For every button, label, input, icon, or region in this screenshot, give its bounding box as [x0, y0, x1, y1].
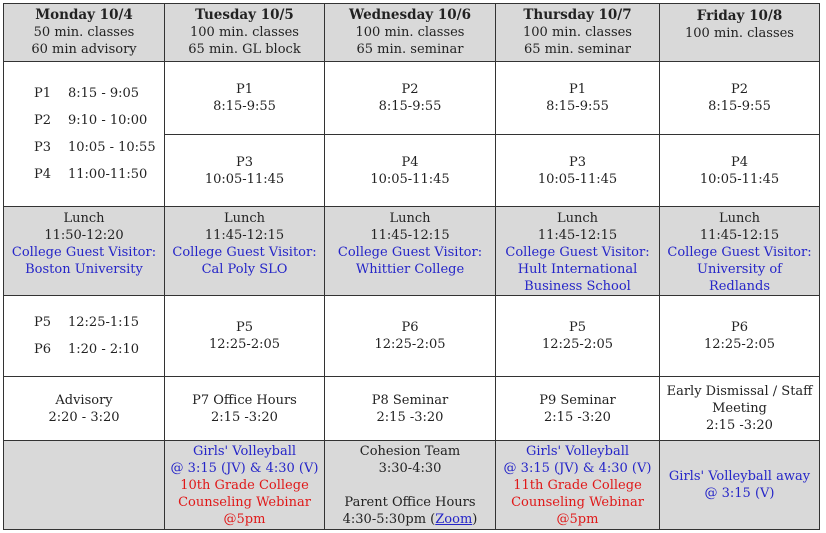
period-time: 8:15-9:55 [546, 99, 609, 114]
seminar-cell [325, 377, 496, 441]
guest-visitor-label: College Guest Visitor: [11, 245, 157, 260]
period-cell [496, 62, 660, 135]
period-name: P3 [34, 140, 52, 155]
guest-visitor-name: Cal Poly SLO [201, 262, 288, 277]
period-time: 10:05-11:45 [699, 171, 780, 187]
period-name: P5 [568, 320, 587, 335]
period-time: 10:05-11:45 [370, 171, 450, 187]
guest-visitor-name: Boston University [25, 262, 143, 277]
wednesday-events-cell [325, 441, 496, 530]
period-cell [165, 296, 325, 377]
day-header-thursday [496, 4, 660, 62]
day-subtitle: 50 min. classes [33, 25, 135, 40]
day-subtitle: 100 min. classes [523, 25, 632, 40]
event-text: @ 3:15 (JV) & 4:30 (V) [170, 460, 319, 476]
event-text: Girls' Volleyball [525, 443, 630, 459]
late-afternoon-row [4, 377, 820, 441]
period-row [34, 134, 164, 161]
spacer [325, 477, 495, 494]
period-time: 8:15-9:55 [708, 99, 771, 114]
day-subtitle: 65 min. seminar [356, 42, 464, 57]
period-cell [660, 135, 820, 207]
period-time: 10:05-11:45 [537, 171, 618, 187]
period-time: 10:05 - 10:55 [68, 140, 156, 155]
period-row [34, 80, 164, 107]
event-text: ) [472, 511, 478, 527]
period-name: P1 [235, 82, 254, 97]
period-name: P6 [401, 320, 419, 335]
event-text: 3:30-4:30 [378, 460, 442, 476]
period-name: P3 [568, 154, 587, 170]
period-cell [496, 296, 660, 377]
guest-visitor-name: Business School [524, 279, 631, 294]
lunch-cell [4, 207, 165, 296]
lunch-time: 11:45-12:15 [370, 228, 450, 243]
period-time: 11:00-11:50 [68, 167, 148, 182]
period-row [34, 161, 164, 188]
period-time: 12:25-1:15 [68, 315, 140, 330]
tuesday-events-cell [165, 441, 325, 530]
lunch-time: 11:50-12:20 [44, 228, 124, 243]
period-row [34, 107, 164, 134]
header-row [4, 4, 820, 62]
period-name: P1 [568, 82, 587, 97]
block-time: 2:15 -3:20 [211, 409, 278, 425]
event-text: Girls' Volleyball [192, 443, 297, 459]
zoom-link[interactable]: Zoom [435, 511, 473, 527]
day-title: Monday 10/4 [35, 7, 133, 23]
period-name: P6 [34, 342, 52, 357]
period-time: 12:25-2:05 [374, 337, 446, 352]
day-title: Friday 10/8 [696, 8, 783, 24]
lunch-time: 11:45-12:15 [204, 228, 285, 243]
event-text: Counseling Webinar [511, 494, 644, 510]
period-name: P5 [235, 320, 254, 335]
seminar-cell [496, 377, 660, 441]
event-text: 10th Grade College [180, 477, 309, 493]
guest-visitor-label: College Guest Visitor: [337, 245, 483, 260]
event-text: @ 3:15 (V) [704, 486, 775, 501]
early-dismissal-cell [660, 377, 820, 441]
event-text: 4:30-5:30pm ( [342, 511, 436, 527]
event-text: Counseling Webinar [178, 494, 311, 510]
period-name: P2 [401, 82, 419, 97]
event-text: @ 3:15 (JV) & 4:30 (V) [503, 460, 652, 476]
block-label: Meeting [712, 401, 767, 416]
lunch-label: Lunch [63, 211, 105, 226]
period-row [34, 309, 164, 336]
day-subtitle: 100 min. classes [190, 25, 299, 40]
day-title: Thursday 10/7 [523, 7, 632, 23]
event-text: Girls' Volleyball away [668, 469, 811, 484]
lunch-row [4, 207, 820, 296]
guest-visitor-name: Whittier College [355, 262, 465, 277]
period-time: 8:15-9:55 [213, 99, 276, 114]
period-cell [496, 135, 660, 207]
block-label: P8 Seminar [371, 392, 449, 408]
block-label: Early Dismissal / Staff [666, 384, 813, 399]
guest-visitor-label: College Guest Visitor: [667, 245, 812, 260]
period-time: 8:15-9:55 [378, 99, 442, 114]
lunch-time: 11:45-12:15 [699, 228, 780, 243]
guest-visitor-name: University of [697, 262, 782, 277]
day-title: Tuesday 10/5 [195, 7, 294, 23]
period-time: 9:10 - 10:00 [68, 113, 148, 128]
period-cell [165, 135, 325, 207]
block-time: 2:15 -3:20 [376, 409, 444, 425]
day-header-monday [4, 4, 165, 62]
period-cell [325, 135, 496, 207]
day-subtitle: 100 min. classes [355, 25, 465, 40]
day-subtitle: 60 min advisory [31, 42, 137, 57]
period-time: 12:25-2:05 [208, 337, 281, 352]
period-name: P2 [730, 82, 749, 97]
thursday-events-cell [496, 441, 660, 530]
weekly-schedule-table [3, 3, 820, 530]
lunch-label: Lunch [718, 211, 761, 226]
event-text: Parent Office Hours [344, 494, 476, 510]
guest-visitor-label: College Guest Visitor: [505, 245, 650, 260]
guest-visitor-name: Hult International [517, 262, 638, 277]
period-cell [325, 62, 496, 135]
day-header-wednesday [325, 4, 496, 62]
guest-visitor-label: College Guest Visitor: [172, 245, 317, 260]
event-text: 11th Grade College [513, 477, 642, 493]
period-name: P4 [730, 154, 749, 170]
event-text-line [325, 511, 495, 528]
monday-events-cell [4, 441, 165, 530]
period-cell [660, 62, 820, 135]
period-name: P4 [34, 167, 52, 182]
period-time: 12:25-2:05 [703, 337, 776, 352]
event-text: @5pm [556, 511, 599, 527]
lunch-cell [496, 207, 660, 296]
friday-events-cell [660, 441, 820, 530]
day-header-tuesday [165, 4, 325, 62]
period-name: P6 [730, 320, 749, 335]
event-text: @5pm [223, 511, 266, 527]
lunch-cell [325, 207, 496, 296]
lunch-label: Lunch [389, 211, 431, 226]
period-time: 8:15 - 9:05 [68, 86, 140, 101]
block-time: 2:15 -3:20 [544, 409, 611, 425]
period-name: P3 [235, 154, 254, 170]
day-subtitle: 65 min. GL block [188, 42, 301, 57]
period-name: P4 [401, 154, 419, 170]
block-time: 2:15 -3:20 [706, 418, 773, 433]
afternoon-row [4, 296, 820, 377]
monday-morning-periods [4, 62, 165, 207]
period-name: P1 [34, 86, 52, 101]
period-name: P5 [34, 315, 52, 330]
lunch-label: Lunch [223, 211, 266, 226]
lunch-cell [165, 207, 325, 296]
day-subtitle: 65 min. seminar [524, 42, 631, 57]
day-header-friday [660, 4, 820, 62]
period-time: 1:20 - 2:10 [68, 342, 140, 357]
period-cell [660, 296, 820, 377]
block-label: P7 Office Hours [192, 392, 297, 408]
advisory-time: 2:20 - 3:20 [48, 409, 120, 425]
events-row [4, 441, 820, 530]
lunch-time: 11:45-12:15 [537, 228, 618, 243]
period-row [34, 336, 164, 363]
morning-row-1 [4, 62, 820, 135]
period-time: 12:25-2:05 [541, 337, 614, 352]
day-title: Wednesday 10/6 [349, 7, 471, 23]
lunch-label: Lunch [556, 211, 599, 226]
advisory-label: Advisory [55, 392, 113, 408]
period-time: 10:05-11:45 [204, 171, 285, 187]
monday-afternoon-periods [4, 296, 165, 377]
advisory-cell [4, 377, 165, 441]
period-cell [165, 62, 325, 135]
period-cell [325, 296, 496, 377]
block-label: P9 Seminar [539, 392, 616, 408]
guest-visitor-name: Redlands [708, 279, 771, 294]
lunch-cell [660, 207, 820, 296]
office-hours-cell [165, 377, 325, 441]
day-subtitle: 100 min. classes [685, 26, 794, 41]
period-name: P2 [34, 113, 52, 128]
event-text: Cohesion Team [359, 443, 461, 459]
